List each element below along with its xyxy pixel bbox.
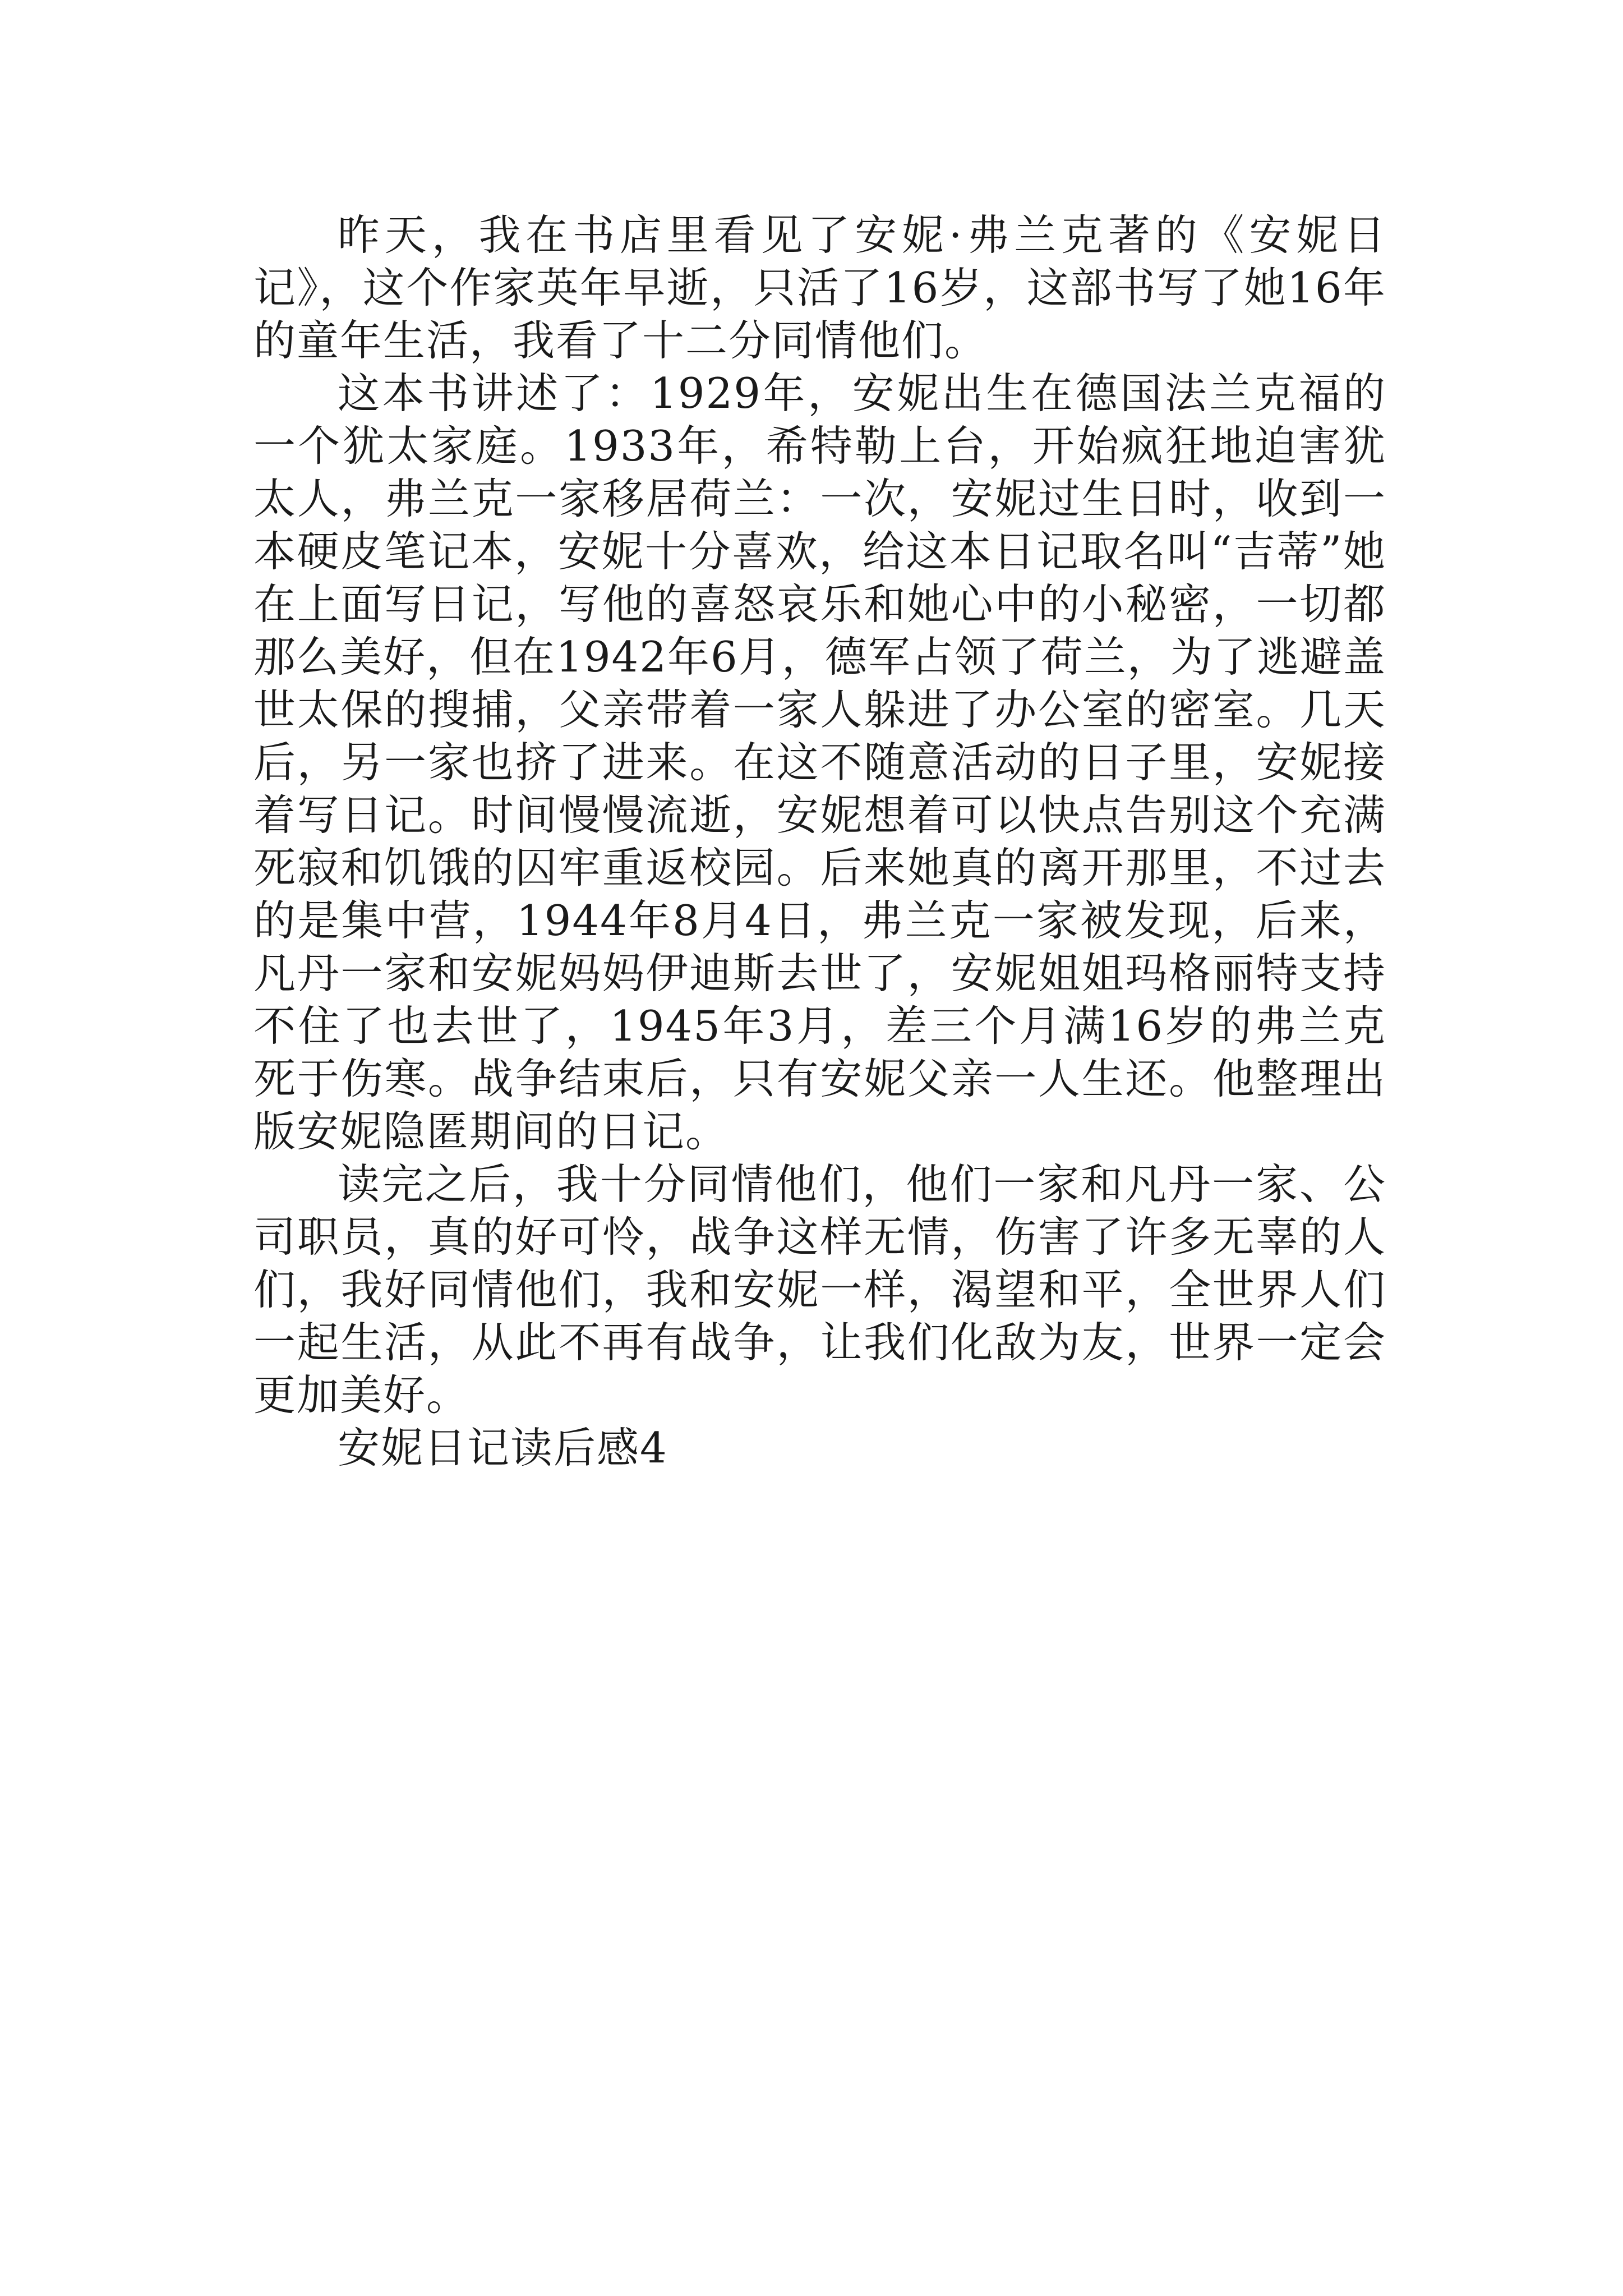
paragraph-reflection: 读完之后，我十分同情他们，他们一家和凡丹一家、公司职员，真的好可怜，战争这样无情，伤害了许多无辜的人们，我好同情他们，我和安妮一样，渴望和平，全世界人们一起生活，从此不再有战争，让我们化敌为友，世界一定会更加美好。 (253, 1159, 1386, 1420)
section-heading: 安妮日记读后感4 (338, 1423, 668, 1473)
paragraph-summary: 这本书讲述了：1929年，安妮出生在德国法兰克福的一个犹太家庭。1933年，希特勒上台，开始疯狂地迫害犹太人，弗兰克一家移居荷兰：一次，安妮过生日时，收到一本硬皮笔记本，安妮十分喜欢，给这本日记取名叫“吉蒂”她在上面写日记，写他的喜怒哀乐和她心中的小秘密，一切都那么美好，但在1942年6月，德军占领了荷兰，为了逃避盖世太保的搜捕，父亲带着一家人躲进了办公室的密室。几天后，另一家也挤了进来。在这不随意活动的日子里，安妮接着写日记。时间慢慢流逝，安妮想着可以快点告别这个充满死寂和饥饿的囚牢重返校园。后来她真的离开那里，不过去的是集中营，1944年8月4日，弗兰克一家被发现，后来，凡丹一家和安妮妈妈伊迪斯去世了，安妮姐姐玛格丽特支持不住了也去世了，1945年3月，差三个月满16岁的弗兰克死于伤寒。战争结束后，只有安妮父亲一人生还。他整理出版安妮隐匿期间的日记。 (253, 369, 1386, 1156)
document-body (253, 209, 1386, 1474)
paragraph-intro: 昨天，我在书店里看见了安妮·弗兰克著的《安妮日记》，这个作家英年早逝，只活了16岁，这部书写了她16年的童年生活，我看了十二分同情他们。 (253, 210, 1386, 365)
